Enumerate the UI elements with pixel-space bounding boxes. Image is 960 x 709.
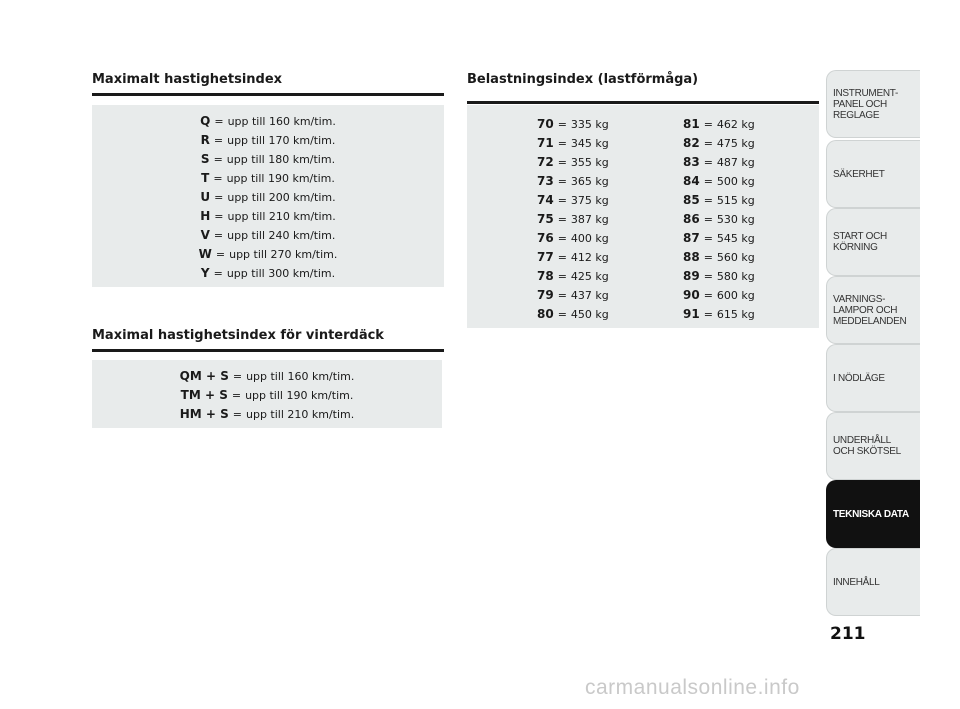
load-value: 580 kg [716,270,755,283]
tab-label-line: INSTRUMENT- [833,87,899,99]
table-row [683,174,755,188]
equals: = [703,270,713,283]
load-value: 615 kg [716,308,755,321]
load-value: 400 kg [570,232,609,245]
speed-code: R [200,133,210,147]
equals: = [557,118,567,131]
equals: = [703,118,713,131]
load-value: 530 kg [716,213,755,226]
table-row [683,288,755,302]
tab-varningslampor[interactable] [826,276,920,344]
load-code: 82 [683,136,700,150]
table-row [92,247,444,261]
table-row [683,136,755,150]
speed-value: upp till 160 km/tim. [227,115,336,128]
speed-value: upp till 300 km/tim. [226,267,336,280]
table-row [92,171,444,185]
equals: = [213,229,224,242]
equals: = [703,156,713,169]
load-code: 71 [537,136,554,150]
equals: = [703,175,713,188]
speed-code: V [200,228,210,242]
winter-value: upp till 160 km/tim. [246,370,355,383]
load-code: 84 [683,174,700,188]
tab-label-line: TEKNISKA DATA [833,508,909,520]
table-row [92,152,444,166]
load-code: 70 [537,117,554,131]
equals: = [214,115,224,128]
load-value: 462 kg [716,118,755,131]
table-row [92,190,444,204]
table-row [537,212,609,226]
table-row [537,193,609,207]
load-value: 560 kg [716,251,755,264]
load-value: 600 kg [716,289,755,302]
speed-code: Y [200,266,210,280]
table-row [537,250,609,264]
load-value: 437 kg [570,289,609,302]
load-code: 90 [683,288,700,302]
table-row [537,136,609,150]
load-code: 91 [683,307,700,321]
tab-label-line: OCH SKÖTSEL [833,446,901,457]
equals: = [232,408,242,421]
table-row [537,307,609,321]
speed-code: T [201,171,210,185]
tab-label-line: REGLAGE [833,109,880,121]
speed-value: upp till 200 km/tim. [227,191,336,204]
load-value: 345 kg [570,137,609,150]
load-value: 412 kg [570,251,609,264]
equals: = [232,370,243,383]
equals: = [213,134,224,147]
load-code: 72 [537,155,554,169]
tab-tekniska-data[interactable] [826,480,920,548]
equals: = [213,153,223,166]
equals: = [557,251,567,264]
equals: = [557,308,567,321]
table-row [683,250,755,264]
load-code: 74 [537,193,554,207]
equals: = [557,137,567,150]
winter-index-heading: Maximal hastighetsindex för vinterdäck [92,328,444,352]
load-value: 365 kg [570,175,609,188]
winter-index-table [92,360,442,428]
load-code: 80 [537,307,554,321]
table-row [683,212,755,226]
load-code: 85 [683,193,700,207]
load-code: 88 [683,250,700,264]
speed-index-table [92,105,444,287]
equals: = [557,270,567,283]
speed-code: U [200,190,211,204]
load-index-heading: Belastningsindex (lastförmåga) [467,72,819,104]
tab-label-line: PANEL OCH [833,98,887,110]
table-row [92,266,444,280]
table-row [92,388,442,402]
speed-code: S [200,152,210,166]
equals: = [214,210,224,223]
table-row [683,155,755,169]
load-value: 355 kg [570,156,609,169]
load-value: 387 kg [570,213,609,226]
tab-innehall[interactable] [826,548,920,616]
equals: = [703,213,713,226]
load-code: 77 [537,250,554,264]
table-row [92,407,442,421]
table-row [537,155,609,169]
tab-label-line: I NÖDLÄGE [833,372,885,384]
tab-label-line: KÖRNING [833,242,878,253]
load-code: 76 [537,231,554,245]
tab-label-line: VARNINGS- [833,293,886,305]
table-row [683,117,755,131]
equals: = [214,191,224,204]
equals: = [557,232,567,245]
tab-start-och-korning[interactable] [826,208,920,276]
load-code: 78 [537,269,554,283]
equals: = [557,194,567,207]
equals: = [557,289,567,302]
winter-value: upp till 210 km/tim. [245,408,355,421]
equals: = [231,389,242,402]
equals: = [557,175,567,188]
table-row [683,193,755,207]
equals: = [703,137,713,150]
equals: = [703,194,713,207]
speed-value: upp till 240 km/tim. [227,229,336,242]
winter-code: QM + S [179,369,229,383]
table-row [92,369,442,383]
watermark: carmanualsonline.info [585,676,800,699]
tab-label-line: UNDERHÅLL [833,435,891,446]
speed-code: Q [200,114,211,128]
equals: = [703,251,713,264]
table-row [537,288,609,302]
table-row [537,231,609,245]
table-row [537,269,609,283]
load-code: 73 [537,174,554,188]
page-number: 211 [830,624,866,644]
load-code: 79 [537,288,554,302]
equals: = [703,232,713,245]
load-code: 75 [537,212,554,226]
winter-code: TM + S [180,388,228,402]
speed-value: upp till 180 km/tim. [226,153,336,166]
speed-value: upp till 270 km/tim. [229,248,338,261]
load-code: 89 [683,269,700,283]
speed-index-heading: Maximalt hastighetsindex [92,72,444,96]
table-row [92,209,444,223]
table-row [683,307,755,321]
speed-code: W [198,247,212,261]
equals: = [213,267,223,280]
load-value: 500 kg [716,175,755,188]
table-row [683,269,755,283]
speed-value: upp till 190 km/tim. [226,172,335,185]
load-value: 545 kg [716,232,755,245]
load-value: 425 kg [570,270,609,283]
speed-value: upp till 210 km/tim. [227,210,336,223]
load-index-table [467,105,819,328]
tab-label-line: INNEHÅLL [833,576,880,588]
table-row [92,133,444,147]
table-row [537,174,609,188]
load-value: 375 kg [570,194,609,207]
load-code: 87 [683,231,700,245]
speed-value: upp till 170 km/tim. [227,134,336,147]
table-row [683,231,755,245]
load-value: 487 kg [716,156,755,169]
table-row [92,228,444,242]
equals: = [557,156,567,169]
equals: = [703,289,713,302]
tab-i-nodlage[interactable] [826,344,920,412]
winter-code: HM + S [179,407,229,421]
tab-sakerhet[interactable] [826,140,920,208]
tab-underhall[interactable] [826,412,920,480]
table-row [537,117,609,131]
tab-label-line: START OCH [833,231,887,242]
equals: = [213,172,223,185]
table-row [92,114,444,128]
equals: = [703,308,713,321]
load-value: 515 kg [716,194,755,207]
speed-code: H [200,209,211,223]
load-value: 475 kg [716,137,755,150]
load-value: 335 kg [570,118,609,131]
load-code: 81 [683,117,700,131]
tab-label-line: SÄKERHET [833,168,885,180]
tab-label-line: LAMPOR OCH [833,304,898,316]
tab-instrumentpanel[interactable] [826,70,920,138]
winter-value: upp till 190 km/tim. [245,389,354,402]
load-value: 450 kg [570,308,609,321]
equals: = [215,248,226,261]
load-code: 86 [683,212,700,226]
tab-label-line: MEDDELANDEN [833,315,907,327]
load-code: 83 [683,155,700,169]
equals: = [557,213,567,226]
